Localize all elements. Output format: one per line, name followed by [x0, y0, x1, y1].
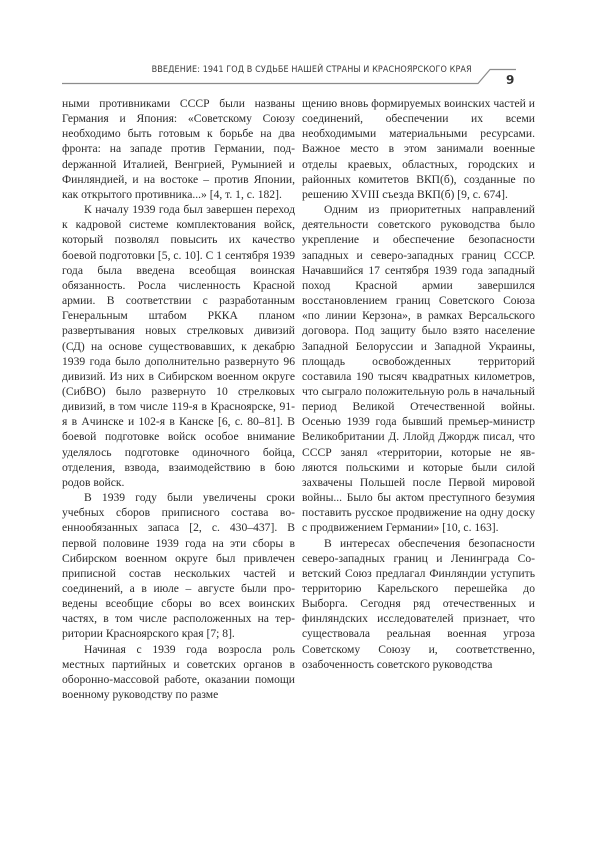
- page-number: 9: [506, 73, 515, 87]
- running-head-title: ВВЕДЕНИЕ: 1941 ГОД В СУДЬБЕ НАШЕЙ СТРАНЫ И КРАСНОЯРСКОГО КРАЯ: [151, 64, 472, 75]
- paragraph: В 1939 году были увеличены сроки учебных сборов приписного состава военнообязанных запаса [2, с. 430–437]. В первой половине 1939 года на эти сборы в Сибирском военном округе был привлечен приписной состав нескольких частей и соединений, а в июле – августе были проведены всеобщие сборы во всех воинских частях, в том числе расположенных на территории Красноярского края [7; 8].: [62, 491, 295, 641]
- left-column: [62, 96, 295, 702]
- paragraph: В интересах обеспечения безопасности северо-западных границ и Ленинграда Советский Союз предлагал Финляндии уступить территорию Карельского перешейка до Выборга. Сегодня ряд отечественных и финляндских исследователей признает, что существовала реальная военная угроза Советскому Союзу и, соответственно, озабоченность советского руководства: [302, 536, 535, 671]
- paragraph: Одним из приоритетных направлений деятельности советского руководства было укрепление и обеспечение безопасности западных и северо-западных границ СССР. Начавшийся 17 сентября 1939 года западный поход Красной армии завершился восстановлением границ Советского Союза «по линии Керзона», в рамках Версальского договора. Под защиту было взято население Западной Белоруссии и Западной Украины, площадь освобожденных территорий составила 190 тысяч квадратных километров, что сыграло положительную роль в начальный период Великой Отечественной войны. Осенью 1939 года бывший премьер-министр Великобритании Д. Ллойд Джордж писал, что СССР занял «территории, которые не являются польскими и которые были силой захвачены Польшей после Первой мировой войны... Было бы актом преступного безумия поставить русское продвижение на одну доску с продвижением Германии» [10, с. 163].: [302, 203, 535, 535]
- paragraph: щению вновь формируемых воинских частей и соединений, обеспечении их всеми необходимыми материальными ресурсами. Важное место в этом занимали военные отделы краевых, областных, городских и районных комитетов ВКП(б), созданные по решению XVIII съезда ВКП(б) [9, с. 674].: [302, 97, 535, 201]
- right-column: [302, 96, 535, 672]
- paragraph: К началу 1939 года был завершен переход к кадровой системе комплектования войск, который позволял повысить их качество боевой подготовки [5, с. 10]. С 1 сентября 1939 года была введена всеобщая воинская обязанность. Росла численность Красной армии. В соответствии с разработанным Генеральным штабом РККА планом развертывания новых стрелковых дивизий (СД) на основе существовавших, к декабрю 1939 года было дополнительно развернуто 96 дивизий. Из них в Сибирском военном округе (СибВО) было развернуто 10 стрелковых дивизий, в том числе 119-я в Красноярске, 91-я в Ачинске и 102-я в Канске [6, с. 80–81]. В боевой подготовке войск особое внимание уделялось подготовке одиночного бойца, отделения, взвода, взаимодействию в бою родов войск.: [62, 203, 295, 489]
- paragraph: Начиная с 1939 года возросла роль местных партийных и советских органов в оборонно-массовой работе, оказании помощи военному руководству по разме: [62, 642, 295, 702]
- running-head: [0, 0, 600, 100]
- paragraph: ными противниками СССР были названы Германия и Япония: «Советскому Союзу необходимо быть готовым к борьбе на два фронта: на западе против Германии, подdержанной Италией, Венгрией, Румынией и Финляндией, и на востоке – против Японии, как открытого противника...» [4, т. 1, с. 182].: [62, 97, 295, 201]
